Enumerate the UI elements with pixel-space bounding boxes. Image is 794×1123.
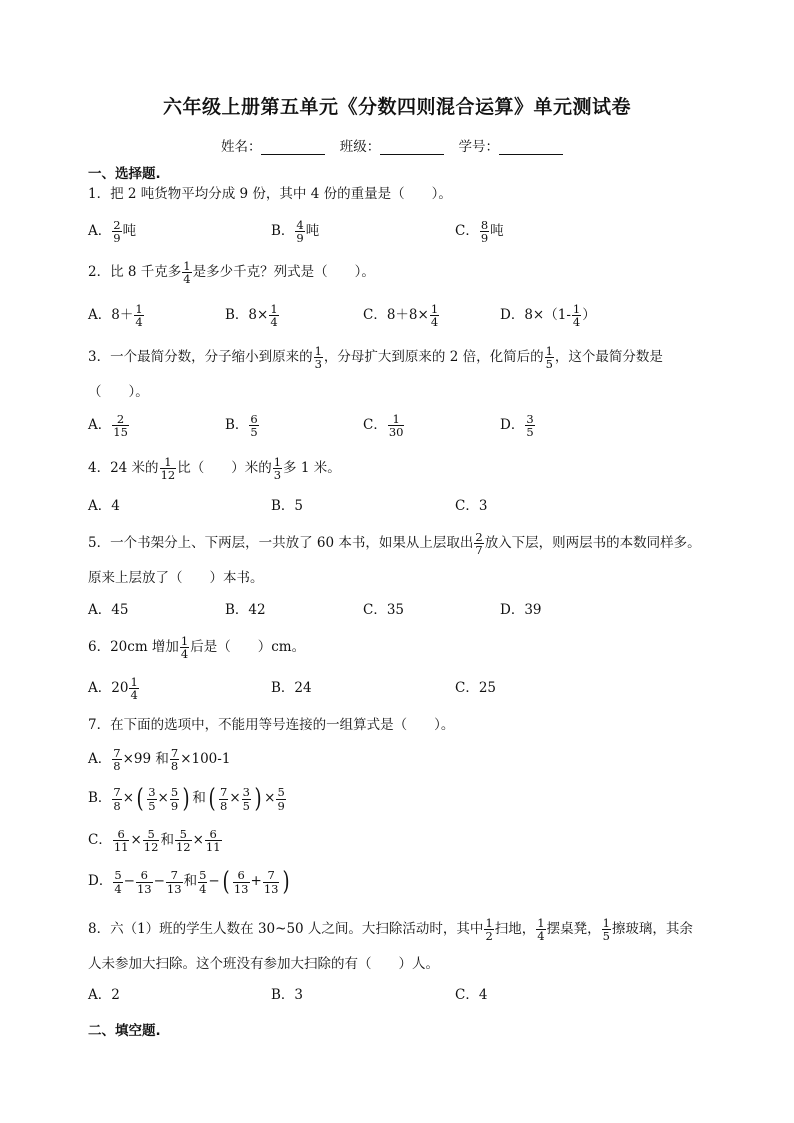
fraction: [112, 786, 121, 811]
denominator: 13: [136, 881, 152, 896]
option-label: B．: [271, 222, 295, 239]
fraction: [219, 786, 228, 811]
fraction: [295, 219, 304, 244]
operator: +: [250, 873, 262, 890]
fraction: [474, 531, 483, 556]
expression: 8＋8×: [386, 306, 429, 323]
numerator: 2: [475, 530, 483, 544]
denominator: 9: [480, 231, 489, 246]
fraction: [314, 345, 323, 370]
q8-option-b[interactable]: B．3: [271, 987, 304, 1003]
q2-option-b[interactable]: [225, 303, 280, 328]
fraction: [205, 828, 222, 853]
q1-option-a[interactable]: [88, 219, 136, 244]
numerator: 6: [209, 827, 217, 841]
denominator: 12: [160, 468, 176, 483]
q8-option-c[interactable]: C．4: [455, 987, 488, 1003]
numerator: 7: [170, 746, 179, 760]
question-2-stem: [88, 260, 375, 285]
option-label: A．: [88, 750, 112, 767]
whole-number: 20: [111, 679, 129, 696]
numerator: 1: [270, 302, 278, 316]
question-5-stem: [88, 531, 701, 556]
fraction: [182, 260, 191, 285]
q3-option-d[interactable]: [500, 413, 536, 438]
q6-option-a[interactable]: [88, 676, 140, 701]
numerator: 7: [220, 785, 228, 800]
denominator: 4: [430, 315, 439, 330]
id-blank[interactable]: [499, 140, 563, 155]
denominator: 11: [205, 840, 221, 855]
q4-option-c[interactable]: C．3: [455, 498, 488, 514]
numerator: 1: [572, 302, 581, 316]
denominator: 5: [148, 798, 156, 813]
fraction: [572, 303, 581, 328]
denominator: 5: [602, 929, 610, 944]
fraction: [545, 345, 554, 370]
fraction: [430, 303, 439, 328]
fraction: [129, 676, 138, 701]
denominator: 4: [130, 688, 138, 703]
fraction: [112, 747, 121, 772]
operator: −: [123, 873, 135, 890]
denominator: 4: [135, 315, 143, 330]
option-label: A．: [88, 222, 112, 239]
operator: ×: [130, 831, 142, 848]
question-4-stem: [88, 456, 341, 481]
stem-text: 扫地，: [494, 920, 536, 937]
numerator: 1: [164, 455, 172, 469]
denominator: 5: [545, 357, 553, 372]
q5-option-c[interactable]: C．35: [363, 602, 405, 618]
page-title: 六年级上册第五单元《分数四则混合运算》单元测试卷: [162, 96, 631, 118]
denominator: 5: [250, 425, 258, 440]
fraction: [276, 786, 285, 811]
operator: ×: [157, 790, 169, 807]
q1-option-c[interactable]: [455, 219, 504, 244]
numerator: 6: [250, 412, 258, 426]
numerator: 3: [526, 412, 534, 426]
expression: ×100-1: [180, 750, 231, 767]
option-label: A．: [88, 416, 112, 433]
denominator: 13: [233, 881, 249, 896]
denominator: 4: [199, 881, 207, 896]
numerator: 1: [537, 916, 545, 930]
option-label: A．: [88, 679, 112, 696]
denominator: 4: [572, 315, 581, 330]
numerator: 8: [480, 218, 489, 232]
numerator: 7: [170, 868, 178, 883]
denominator: 9: [277, 798, 285, 813]
operator: −: [208, 873, 220, 890]
numerator: 5: [147, 827, 155, 841]
numerator: 2: [116, 412, 125, 426]
fraction: [233, 869, 250, 894]
stem-text: 摆桌凳，: [546, 920, 601, 937]
numerator: 6: [237, 868, 245, 883]
fraction: [112, 219, 121, 244]
numerator: 7: [113, 785, 121, 800]
question-3-stem: [88, 345, 663, 370]
denominator: 3: [314, 357, 322, 372]
fraction: [134, 303, 143, 328]
denominator: 7: [475, 543, 483, 558]
option-label: B．: [88, 790, 112, 807]
numerator: 1: [273, 455, 282, 469]
stem-text: 2．比 8 千克多: [88, 263, 182, 280]
denominator: 12: [143, 840, 159, 855]
expression: ）: [582, 306, 596, 323]
operator: ×: [229, 790, 241, 807]
fraction: [536, 917, 545, 942]
q8-option-a[interactable]: A．2: [88, 987, 120, 1003]
question-3-line2: （ ）。: [88, 384, 149, 400]
numerator: 5: [170, 785, 179, 800]
fraction: [602, 917, 611, 942]
question-8-stem: [88, 917, 693, 942]
operator: −: [153, 873, 165, 890]
denominator: 4: [537, 929, 545, 944]
q2-option-a[interactable]: [88, 303, 145, 328]
option-label: D．: [500, 416, 525, 433]
right-paren: ): [254, 784, 262, 814]
expression: 8×: [248, 306, 269, 323]
numerator: 1: [430, 302, 439, 316]
section-fill-heading: 二、填空题.: [88, 1023, 161, 1039]
fraction: [273, 456, 282, 481]
student-info: [0, 135, 794, 155]
q6-option-c[interactable]: C．25: [455, 680, 497, 696]
right-paren: ): [182, 784, 190, 814]
conjunction: 和: [183, 873, 198, 890]
numerator: 2: [113, 218, 121, 232]
left-paren: (: [136, 784, 144, 814]
denominator: 13: [263, 881, 279, 896]
q7-option-b[interactable]: [88, 786, 287, 812]
class-blank[interactable]: [380, 140, 444, 155]
numerator: 7: [267, 868, 275, 883]
q7-option-d[interactable]: [88, 869, 293, 895]
question-1-stem: 1．把 2 吨货物平均分成 9 份，其中 4 份的重量是（ ）。: [88, 186, 452, 202]
operator: ×: [264, 790, 276, 807]
q1-option-b[interactable]: [271, 219, 319, 244]
denominator: 8: [220, 798, 228, 813]
q5-option-a[interactable]: A．45: [88, 602, 129, 618]
denominator: 3: [273, 468, 282, 483]
fraction: [269, 303, 278, 328]
stem-text: 擦玻璃，其余: [611, 920, 693, 937]
stem-text: 放入下层，则两层书的本数同样多。: [484, 534, 701, 551]
stem-text: ，这个最简分数是: [554, 348, 663, 365]
option-label: C．: [363, 416, 387, 433]
numerator: 1: [392, 412, 400, 426]
section-choice-heading: 一、选择题.: [88, 166, 161, 182]
fraction: [249, 413, 258, 438]
stem-text: 5．一个书架分上、下两层，一共放了 60 本书，如果从上层取出: [88, 534, 474, 551]
fraction: [170, 786, 179, 811]
stem-text: 是多少千克？列式是（ ）。: [192, 263, 375, 280]
option-label: A．: [88, 306, 112, 323]
q5-option-d[interactable]: D．39: [500, 602, 542, 618]
fraction: [480, 219, 489, 244]
question-5-line2: 原来上层放了（ ）本书。: [88, 570, 264, 586]
numerator: 1: [602, 916, 610, 930]
numerator: 1: [545, 344, 553, 358]
fraction: [113, 869, 122, 894]
q5-option-b[interactable]: B．42: [225, 602, 266, 618]
denominator: 4: [180, 647, 189, 662]
numerator: 4: [296, 218, 304, 232]
stem-text: ，分母扩大到原来的 2 倍，化简后的: [323, 348, 544, 365]
denominator: 9: [296, 231, 304, 246]
question-8-line2: 人未参加大扫除。这个班没有参加大扫除的有（ ）人。: [88, 956, 439, 972]
numerator: 1: [130, 675, 138, 689]
denominator: 2: [485, 929, 493, 944]
left-paren: (: [208, 784, 216, 814]
fraction: [525, 413, 534, 438]
option-label: C．: [363, 306, 387, 323]
operator: ×: [122, 790, 135, 807]
fraction: [198, 869, 207, 894]
numerator: 3: [148, 785, 156, 800]
stem-text: 6．20cm 增加: [88, 638, 179, 655]
numerator: 1: [135, 302, 143, 316]
numerator: 1: [183, 259, 191, 273]
conjunction: 和: [192, 790, 206, 807]
unit: 吨: [305, 222, 320, 239]
fraction: [170, 747, 179, 772]
numerator: 5: [199, 868, 207, 883]
denominator: 9: [170, 798, 179, 813]
option-label: B．: [225, 306, 249, 323]
numerator: 3: [242, 785, 250, 800]
stem-text: 8．六（1）班的学生人数在 30~50 人之间。大扫除活动时，其中: [88, 920, 484, 937]
q2-option-c[interactable]: [363, 303, 440, 328]
stem-text: 3．一个最简分数，分子缩小到原来的: [88, 348, 313, 365]
numerator: 5: [277, 785, 285, 800]
expression: ×99 和: [122, 750, 169, 767]
question-7-stem: 7．在下面的选项中，不能用等号连接的一组算式是（ ）。: [88, 717, 455, 733]
numerator: 1: [180, 634, 189, 648]
denominator: 5: [526, 425, 534, 440]
name-blank[interactable]: [261, 140, 325, 155]
class-label: 班级：: [339, 139, 381, 155]
left-paren: (: [222, 867, 230, 897]
fraction: [242, 786, 251, 811]
denominator: 4: [114, 881, 122, 896]
fraction: [160, 456, 177, 481]
numerator: 5: [114, 868, 122, 883]
option-label: C．: [88, 831, 112, 848]
numerator: 5: [179, 827, 187, 841]
denominator: 13: [166, 881, 182, 896]
fraction: [175, 828, 192, 853]
numerator: 1: [485, 916, 493, 930]
fraction: [112, 413, 129, 438]
expression: 8×（1-: [524, 306, 571, 323]
option-label: C．: [455, 222, 479, 239]
fraction: [166, 869, 183, 894]
fraction: [113, 828, 130, 853]
q3-option-c[interactable]: [363, 413, 405, 438]
option-label: B．: [225, 416, 249, 433]
denominator: 9: [113, 231, 121, 246]
stem-text: 比（ ）米的: [177, 459, 272, 476]
q4-option-a[interactable]: A．4: [88, 498, 120, 514]
name-label: 姓名：: [220, 139, 262, 155]
option-label: D．: [88, 873, 113, 890]
id-label: 学号：: [458, 139, 500, 155]
q7-option-c[interactable]: [88, 828, 223, 853]
denominator: 4: [183, 272, 191, 287]
conjunction: 和: [160, 831, 174, 848]
denominator: 4: [270, 315, 278, 330]
q3-option-a[interactable]: [88, 413, 130, 438]
denominator: 15: [113, 425, 128, 440]
numerator: 6: [117, 827, 125, 841]
denominator: 11: [113, 840, 129, 855]
q4-option-b[interactable]: B．5: [271, 498, 304, 514]
q7-option-a[interactable]: [88, 747, 230, 772]
unit: 吨: [490, 222, 504, 239]
right-paren: ): [282, 867, 291, 897]
operator: ×: [192, 831, 204, 848]
fraction: [147, 786, 156, 811]
option-label: D．: [500, 306, 525, 323]
numerator: 7: [113, 746, 121, 760]
denominator: 12: [175, 840, 191, 855]
stem-text: 4．24 米的: [88, 459, 159, 476]
denominator: 30: [388, 425, 404, 440]
fraction: [484, 917, 493, 942]
q6-option-b[interactable]: B．24: [271, 680, 312, 696]
fraction: [136, 869, 153, 894]
fraction: [143, 828, 160, 853]
numerator: 1: [314, 344, 322, 358]
denominator: 8: [113, 798, 121, 813]
denominator: 8: [113, 759, 121, 774]
stem-text: 后是（ ）cm。: [190, 638, 306, 655]
denominator: 8: [170, 759, 179, 774]
numerator: 6: [140, 868, 148, 883]
unit: 吨: [122, 222, 137, 239]
q2-option-d[interactable]: [500, 303, 596, 328]
fraction: [388, 413, 405, 438]
q3-option-b[interactable]: [225, 413, 260, 438]
fraction: [263, 869, 280, 894]
stem-text: 多 1 米。: [283, 459, 341, 476]
expression: 8＋: [111, 306, 134, 323]
denominator: 5: [242, 798, 250, 813]
question-6-stem: [88, 635, 305, 660]
fraction: [180, 635, 189, 660]
